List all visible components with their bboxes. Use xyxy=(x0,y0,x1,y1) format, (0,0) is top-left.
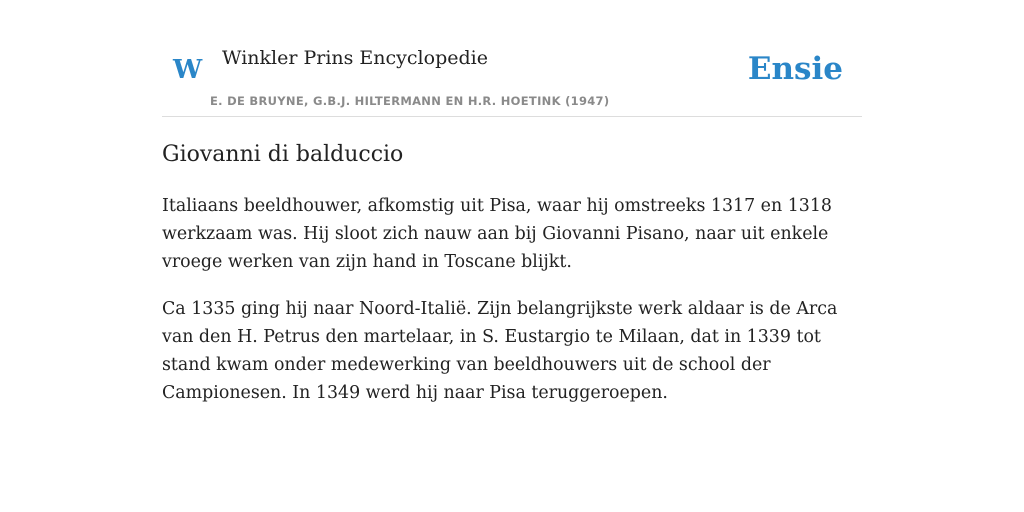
source-logo[interactable]: W xyxy=(173,55,203,85)
article-body xyxy=(162,192,862,426)
ensie-logo-link[interactable]: Ensie xyxy=(747,51,843,87)
article-title: Giovanni di balduccio xyxy=(162,142,404,167)
source-title[interactable]: Winkler Prins Encyclopedie xyxy=(222,47,488,69)
content-container xyxy=(162,0,862,403)
article-paragraph: Italiaans beeldhouwer, afkomstig uit Pisa, waar hij omstreeks 1317 en 1318 werkzaam was. Hij sloot zich nauw aan bij Giovanni Pisano, naar uit enkele vroege werken van zijn hand in Toscane blijkt. xyxy=(162,196,832,272)
source-header xyxy=(162,0,862,117)
source-authors: E. DE BRUYNE, G.B.J. HILTERMANN EN H.R. HOETINK (1947) xyxy=(210,94,610,108)
article-paragraph: Ca 1335 ging hij naar Noord-Italië. Zijn belangrijkste werk aldaar is de Arca van den H. Petrus den martelaar, in S. Eustargio te Milaan, dat in 1339 tot stand kwam onder medewerking van beeldhouwers uit de school der Campionesen. In 1349 werd hij naar Pisa teruggeroepen. xyxy=(162,299,838,403)
